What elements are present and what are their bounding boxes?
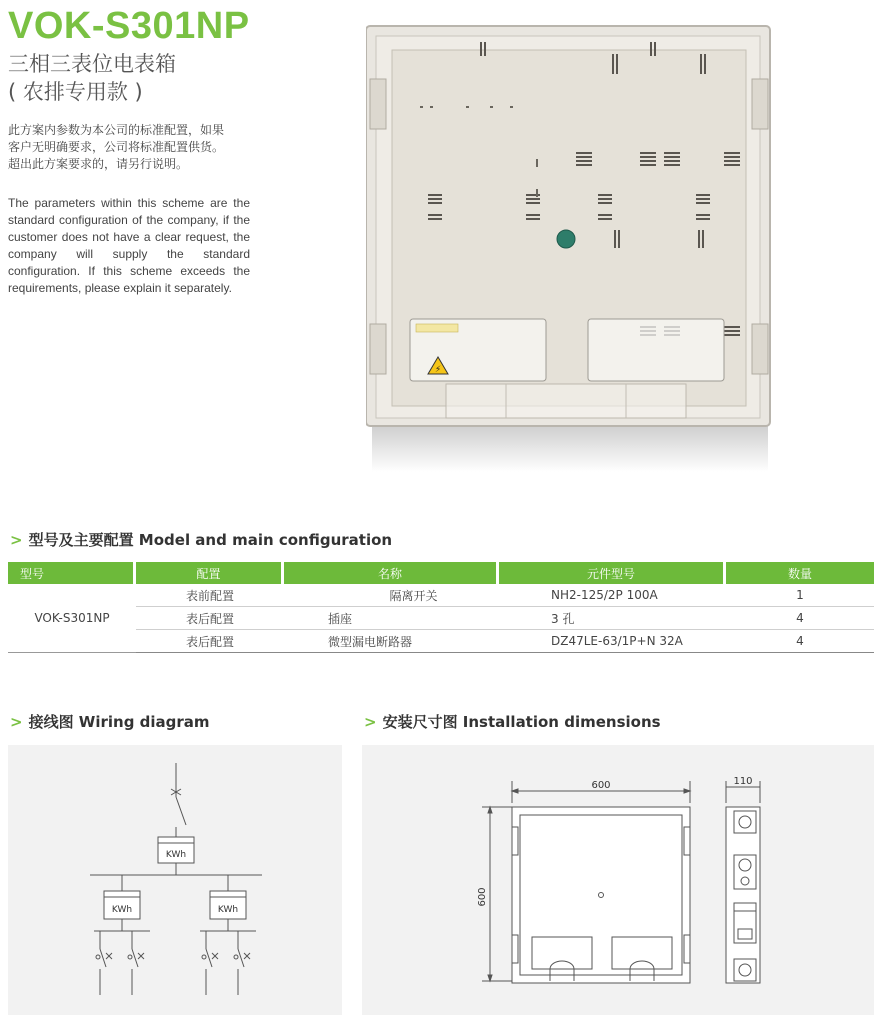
section-arrow-icon: > bbox=[364, 713, 377, 731]
table-header-row bbox=[8, 562, 874, 584]
configuration-table bbox=[8, 562, 874, 653]
wiring-section-title: 接线图 Wiring diagram bbox=[28, 713, 210, 731]
config-cell: 表后配置 bbox=[136, 607, 284, 630]
dimension-diagram bbox=[362, 745, 874, 1015]
kwh-meter-label: KWh bbox=[217, 905, 239, 915]
name-cell: 隔离开关 bbox=[284, 584, 499, 607]
section-arrow-icon: > bbox=[10, 531, 23, 549]
quantity-cell: 4 bbox=[726, 630, 874, 653]
dimension-section-heading bbox=[364, 712, 661, 732]
part-cell: DZ47LE-63/1P+N 32A bbox=[499, 630, 726, 653]
config-cell: 表后配置 bbox=[136, 630, 284, 653]
wiring-diagram-panel bbox=[8, 745, 342, 1015]
description-cn-line: 超出此方案要求的，请另行说明。 bbox=[8, 157, 189, 171]
wiring-section-heading bbox=[10, 712, 210, 732]
config-cell: 表前配置 bbox=[136, 584, 284, 607]
table-row bbox=[8, 584, 874, 607]
header-part-number: 元件型号 bbox=[499, 562, 726, 584]
part-cell: 3 孔 bbox=[499, 607, 726, 630]
table-row bbox=[8, 607, 874, 630]
product-model-title: VOK-S301NP bbox=[8, 5, 250, 47]
config-section-heading bbox=[10, 530, 392, 550]
quantity-cell: 4 bbox=[726, 607, 874, 630]
product-subtitle: 三相三表位电表箱 bbox=[8, 52, 176, 76]
product-photo bbox=[366, 24, 772, 472]
wiring-diagram bbox=[8, 745, 342, 1015]
kwh-meter-label: KWh bbox=[165, 850, 187, 860]
name-cell: 微型漏电断路器 bbox=[284, 630, 499, 653]
description-english: The parameters within this scheme are the standard configuration of the company, if the customer does not have a clear request, the company will supply the standard configuration. If this scheme exceeds the requirements, please explain it separately. bbox=[8, 196, 250, 295]
model-cell: VOK-S301NP bbox=[8, 584, 136, 653]
description-chinese bbox=[8, 122, 256, 173]
config-section-title: 型号及主要配置 Model and main configuration bbox=[28, 531, 393, 549]
svg-text:⚡: ⚡ bbox=[434, 365, 442, 375]
product-subtitle-variant: ( 农排专用款 ) bbox=[8, 80, 143, 104]
depth-dimension-label: 110 bbox=[733, 776, 753, 787]
dimension-section-title: 安装尺寸图 Installation dimensions bbox=[382, 713, 661, 731]
name-cell: 插座 bbox=[284, 607, 499, 630]
quantity-cell: 1 bbox=[726, 584, 874, 607]
header-quantity: 数量 bbox=[726, 562, 874, 584]
table-row bbox=[8, 630, 874, 653]
dimension-diagram-panel bbox=[362, 745, 874, 1015]
kwh-meter-label: KWh bbox=[111, 905, 133, 915]
description-cn-line: 客户无明确要求，公司将标准配置供货。 bbox=[8, 140, 225, 154]
header-config: 配置 bbox=[136, 562, 284, 584]
description-cn-line: 此方案内参数为本公司的标准配置，如果 bbox=[8, 123, 225, 137]
section-arrow-icon: > bbox=[10, 713, 23, 731]
height-dimension-label: 600 bbox=[477, 887, 488, 907]
width-dimension-label: 600 bbox=[591, 780, 611, 791]
part-cell: NH2-125/2P 100A bbox=[499, 584, 726, 607]
header-name: 名称 bbox=[284, 562, 499, 584]
header-model: 型号 bbox=[8, 562, 136, 584]
